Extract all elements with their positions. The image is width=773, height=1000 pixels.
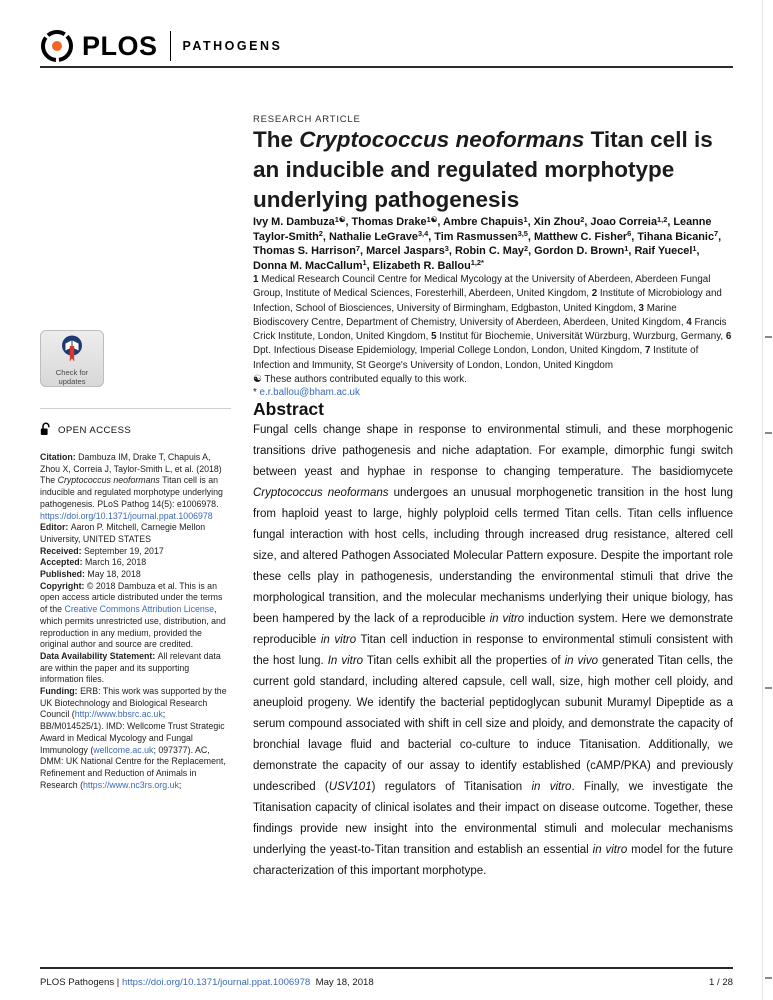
sidebar [40, 68, 231, 964]
footer-citation: PLOS Pathogens | https://doi.org/10.1371/journal.ppat.1006978 May 18, 2018 [40, 977, 374, 988]
published-block: Published: May 18, 2018 [40, 569, 141, 580]
data-availability-block: Data Availability Statement: All relevant data are within the paper and its supporting information files. [40, 650, 221, 685]
footer-page-number: 1 / 28 [708, 977, 733, 988]
link[interactable]: https://www.nc3rs.org.uk [83, 779, 179, 790]
received-block: Received: September 19, 2017 [40, 545, 164, 556]
journal-name: PATHOGENS [182, 39, 283, 53]
footer [40, 967, 733, 988]
editor-block: Editor: Aaron P. Mitchell, Carnegie Mellon University, UNITED STATES [40, 522, 206, 544]
open-access-label: OPEN ACCESS [58, 425, 132, 436]
crossmark-icon [61, 335, 83, 368]
article-title: The Cryptococcus neoformans Titan cell is an inducible and regulated morphotype underlying pathogenesis [253, 127, 713, 212]
link[interactable]: wellcome.ac.uk [93, 744, 154, 755]
link[interactable]: https://doi.org/10.1371/journal.ppat.1006978 [40, 510, 213, 521]
link[interactable]: e.r.ballou@bham.ac.uk [259, 387, 360, 399]
link[interactable]: https://doi.org/10.1371/journal.ppat.1006978 [121, 977, 311, 988]
open-lock-icon [40, 422, 52, 439]
scrollbar-tick [765, 687, 772, 689]
accepted-block: Accepted: March 16, 2018 [40, 557, 147, 568]
equal-contribution-note: ☯ These authors contributed equally to this work. [253, 374, 467, 386]
plos-wordmark: PLOS [82, 30, 158, 61]
author-list: Ivy M. Dambuza$^{1☯}$, Thomas Drake$^{1☯}$, Ambre Chapuis$^1$, Xin Zhou$^2$, Joao Correia$^{1,2}$, Leanne Taylor-Smith$^2$, Nathalie LeGrave$^{3,4}$, Tim Rasmussen$^{3,5}$, Matthew C. Fisher$^6$, Tihana Bicanic$^7$, Thomas S. Harrison$^7$, Marcel Jaspars$^3$, Robin C. May$^2$, Gordon D. Brown$^1$, Raif Yuecel$^1$, Donna M. MacCallum$^1$, Elizabeth R. Ballou$^{1,2*}$ [253, 214, 722, 272]
link[interactable]: Creative Commons Attribution License [64, 604, 215, 615]
abstract-heading: Abstract [253, 399, 324, 420]
open-access-row [40, 422, 231, 439]
affiliation-list: 1 Medical Research Council Centre for Medical Mycology at the University of Aberdeen, Aberdeen Fungal Group, Institute of Medical Sciences, Foresterhill, Aberdeen, United Kingdom, 2 Institute of Microbiology and Infection, School of Biosciences, University of Birmingham, Edgbaston, United Kingdom, 3 Marine Biodiscovery Centre, Department of Chemistry, University of Aberdeen, Aberdeen, United Kingdom, 4 Francis Crick Institute, London, United Kingdom, 5 Institut für Biochemie, Universität Würzburg, Wurzburg, Germany, 6 Dpt. Infectious Disease Epidemiology, Imperial College London, London, United Kingdom, 7 Institute of Infection and Immunity, St George's University of London, London, United Kingdom [253, 274, 732, 371]
content-area [40, 68, 733, 964]
scrollbar-tick [765, 977, 772, 979]
check-updates-badge[interactable] [40, 330, 104, 387]
abstract-text: Fungal cells change shape in response to environmental stimuli, and these morphogenic transitions drive pathogenesis and niche adaptation. For example, dimorphic fungi switch between yeast and hyphae in response to changing temperature. The basidiomycete Cryptococcus neoformans undergoes an unusual morphogenetic transition in the host lung from haploid yeast to large, highly polyploid cells termed Titan cells. Titan cells influence fungal interaction with host cells, including through increased drug resistance, altered cell size, and altered Pathogen Associated Molecular Pattern exposure. Despite the important role these cells play in pathogenesis, understanding the environmental stimuli that drive the morphological transition, and the molecular mechanisms underlying their unique biology, has been hampered by the lack of a reproducible in vitro induction system. Here we demonstrate reproducible in vitro Titan cell induction in response to environmental stimuli consistent with the host lung. In vitro Titan cells exhibit all the properties of in vivo generated Titan cells, the current gold standard, including altered capsule, cell wall, size, high mother cell ploidy, and aneuploid progeny. We identify the bacterial peptidoglycan subunit Muramyl Dipeptide as a serum compound associated with shift in cell size and ploidy, and demonstrate the capacity of bronchial lavage fluid and bacterial co-culture to induce Titanisation. Additionally, we demonstrate the capacity of our assay to identify established (cAMP/PKA) and previously undescribed (USV101) regulators of Titanisation in vitro. Finally, we investigate the Titanisation capacity of clinical isolates and their impact on disease outcome. Together, these findings provide new insight into the environmental stimuli and molecular mechanisms underlying the yeast-to-Titan transition and establish an essential in vitro model for the future characterization of this important morphotype. [253, 424, 734, 878]
citation-block: Citation: Dambuza IM, Drake T, Chapuis A, Zhou X, Correia J, Taylor-Smith L, et al. (2018) The Cryptococcus neoformans Titan cell is an inducible and regulated morphotype underlying pathogenesis. PLoS Pathog 14(5): e1006978. https://doi.org/10.1371/journal.ppat.1006978 [40, 452, 223, 521]
article-type-label: RESEARCH ARTICLE [253, 114, 361, 125]
scrollbar-tick [765, 432, 772, 434]
copyright-block: Copyright: © 2018 Dambuza et al. This is an open access article distributed under the terms of the Creative Commons Attribution License, which permits unrestricted use, distribution, and reproduction in any medium, provided the original author and source are credited. [40, 580, 226, 650]
sidebar-divider [40, 408, 231, 409]
logo-divider [170, 31, 171, 61]
scrollbar-track[interactable] [762, 0, 763, 1000]
scrollbar-tick [765, 336, 772, 338]
header [40, 26, 733, 68]
funding-block: Funding: ERB: This work was supported by the UK Biotechnology and Biological Research Council (http://www.bbsrc.ac.uk; BB/M014525/1). IMD: Wellcome Trust Strategic Award in Medical Mycology and Fungal Immunology (wellcome.ac.uk; 097377). AC, DMM: UK National Centre for the Replacement, Refinement and Reduction of Animals in Research (https://www.nc3rs.org.uk; [40, 686, 227, 790]
corresponding-author-email: * e.r.ballou@bham.ac.uk [253, 387, 360, 399]
plos-logo-icon [40, 29, 74, 63]
check-updates-label: Check for updates [55, 368, 89, 386]
link[interactable]: http://www.bbsrc.ac.uk [74, 709, 163, 720]
article-main [253, 68, 733, 964]
